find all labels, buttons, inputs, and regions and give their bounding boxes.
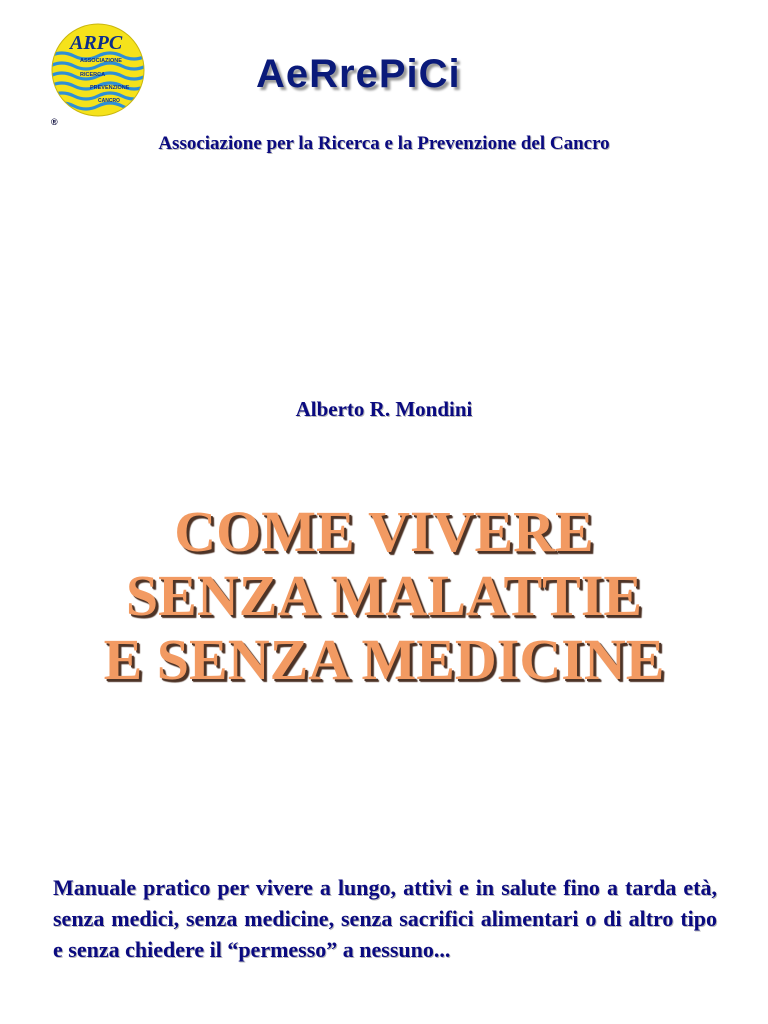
logo-line-2: RICERCA (80, 72, 106, 78)
book-description: Manuale pratico per vivere a lungo, attivi e in salute fino a tarda età, senza medici, senza medicine, senza sacrifici alimentari o di altro tipo e senza chiedere il “permesso” a nessuno... (53, 875, 717, 962)
brand-name: AeRrePiCi (256, 52, 461, 96)
logo-line-3: PREVENZIONE (90, 85, 130, 91)
arpc-logo-graphic (50, 22, 146, 118)
logo-line-4: CANCRO (98, 98, 120, 104)
association-name: Associazione per la Ricerca e la Prevenzione del Cancro (158, 133, 610, 154)
author-name: Alberto R. Mondini (295, 397, 473, 421)
registered-mark: ® (51, 117, 58, 127)
logo-line-1: ASSOCIAZIONE (80, 58, 122, 64)
title-line: COME VIVERE (174, 499, 594, 564)
arpc-logo (50, 22, 146, 118)
book-title (0, 500, 768, 692)
logo-main-text: ARPC (70, 32, 123, 54)
title-line: E SENZA MEDICINE (103, 627, 665, 692)
title-line: SENZA MALATTIE (125, 563, 643, 628)
